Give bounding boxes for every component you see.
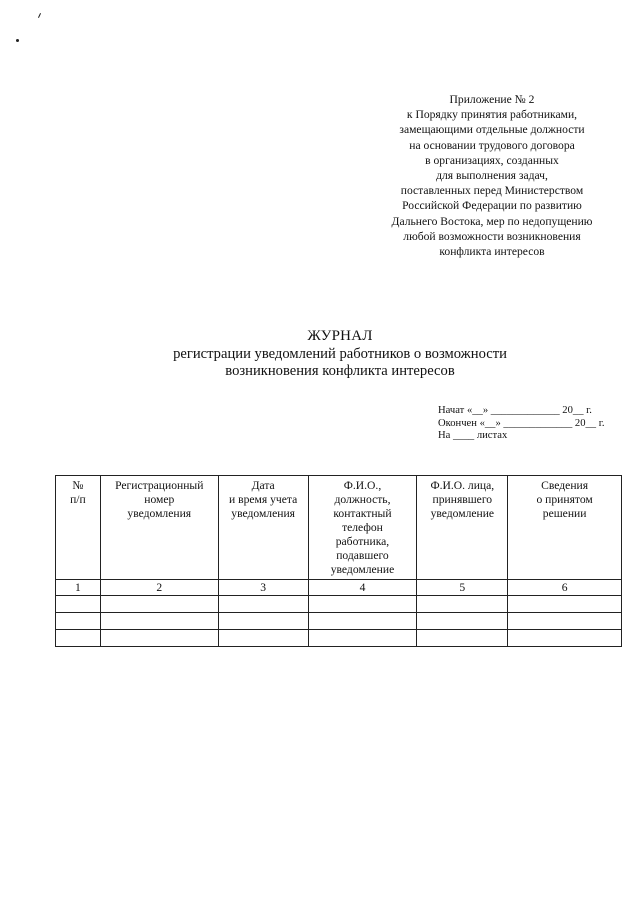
table-cell [508,613,622,630]
title-line-1: регистрации уведомлений работников о возможности [173,346,507,362]
journal-table [55,475,622,647]
header-text: № [72,479,84,492]
header-text: телефон [342,521,383,534]
appendix-line: в организациях, созданных [425,153,559,167]
header-text: номер [144,493,175,506]
appendix-line: к Порядку принятия работниками, [406,108,578,122]
table-cell [308,613,417,630]
header-text: уведомление [330,563,395,576]
header-text: Дата [251,479,275,492]
header-text: уведомления [231,507,295,520]
appendix-line: поставленных перед Министерством [400,184,584,198]
column-number: 6 [508,580,622,596]
header-text: принявшего [432,493,493,506]
appendix-line: Приложение № 2 [449,93,535,106]
header-text: п/п [70,493,86,506]
table-cell [417,596,508,613]
title-main: ЖУРНАЛ [307,328,373,344]
table-row [56,596,622,613]
date-started: Начат «__» _____________ 20__ г. [438,405,592,416]
sheet-count: На ____ листах [438,430,508,442]
journal-title [60,326,620,380]
table-cell [56,630,101,647]
appendix-line: любой возможности возникновения [403,229,581,243]
appendix-line: для выполнения задач, [436,169,548,183]
table-cell [508,630,622,647]
header-text: решении [542,507,587,520]
column-number: 4 [308,580,417,596]
table-cell [218,613,308,630]
header-employee-info [308,476,417,580]
appendix-note [360,92,624,259]
table-cell [508,596,622,613]
column-number: 1 [56,580,101,596]
column-number: 2 [100,580,218,596]
scan-dot [16,39,19,42]
table-row [56,613,622,630]
appendix-line: замещающими отдельные должности [399,123,585,137]
header-decision [508,476,622,580]
header-text: контактный [333,507,392,520]
header-text: работника, [335,535,390,548]
scan-mark [38,13,41,18]
header-text: Сведения [541,479,589,492]
column-number: 3 [218,580,308,596]
header-text: Ф.И.О., [343,479,382,492]
column-number: 5 [417,580,508,596]
table-cell [218,630,308,647]
header-number [56,476,101,580]
table-cell [308,630,417,647]
header-receiver [417,476,508,580]
table-cell [56,613,101,630]
table-cell [100,596,218,613]
appendix-line: на основании трудового договора [409,138,575,152]
table-cell [218,596,308,613]
header-text: и время учета [229,493,298,506]
appendix-line: конфликта интересов [439,245,545,259]
table-cell [100,630,218,647]
appendix-line: Российской Федерации по развитию [402,199,582,213]
header-text: уведомления [127,507,192,520]
column-number-row [56,580,622,596]
journal-dates [438,405,605,443]
header-date-time [218,476,308,580]
header-text: Регистрационный [115,479,204,492]
header-text: должность, [334,493,391,506]
header-registration-number [100,476,218,580]
appendix-line: Дальнего Востока, мер по недопущению [391,214,593,228]
table-cell [308,596,417,613]
date-finished: Окончен «__» _____________ 20__ г. [438,417,605,429]
header-text: Ф.И.О. лица, [430,479,495,492]
header-text: подавшего [336,549,389,562]
header-text: уведомление [430,507,495,520]
table-header-row [56,476,622,580]
header-text: о принятом [536,493,593,506]
table-cell [417,630,508,647]
table-cell [100,613,218,630]
table-row [56,630,622,647]
table-cell [56,596,101,613]
table-cell [417,613,508,630]
title-line-2: возникновения конфликта интересов [225,363,455,379]
